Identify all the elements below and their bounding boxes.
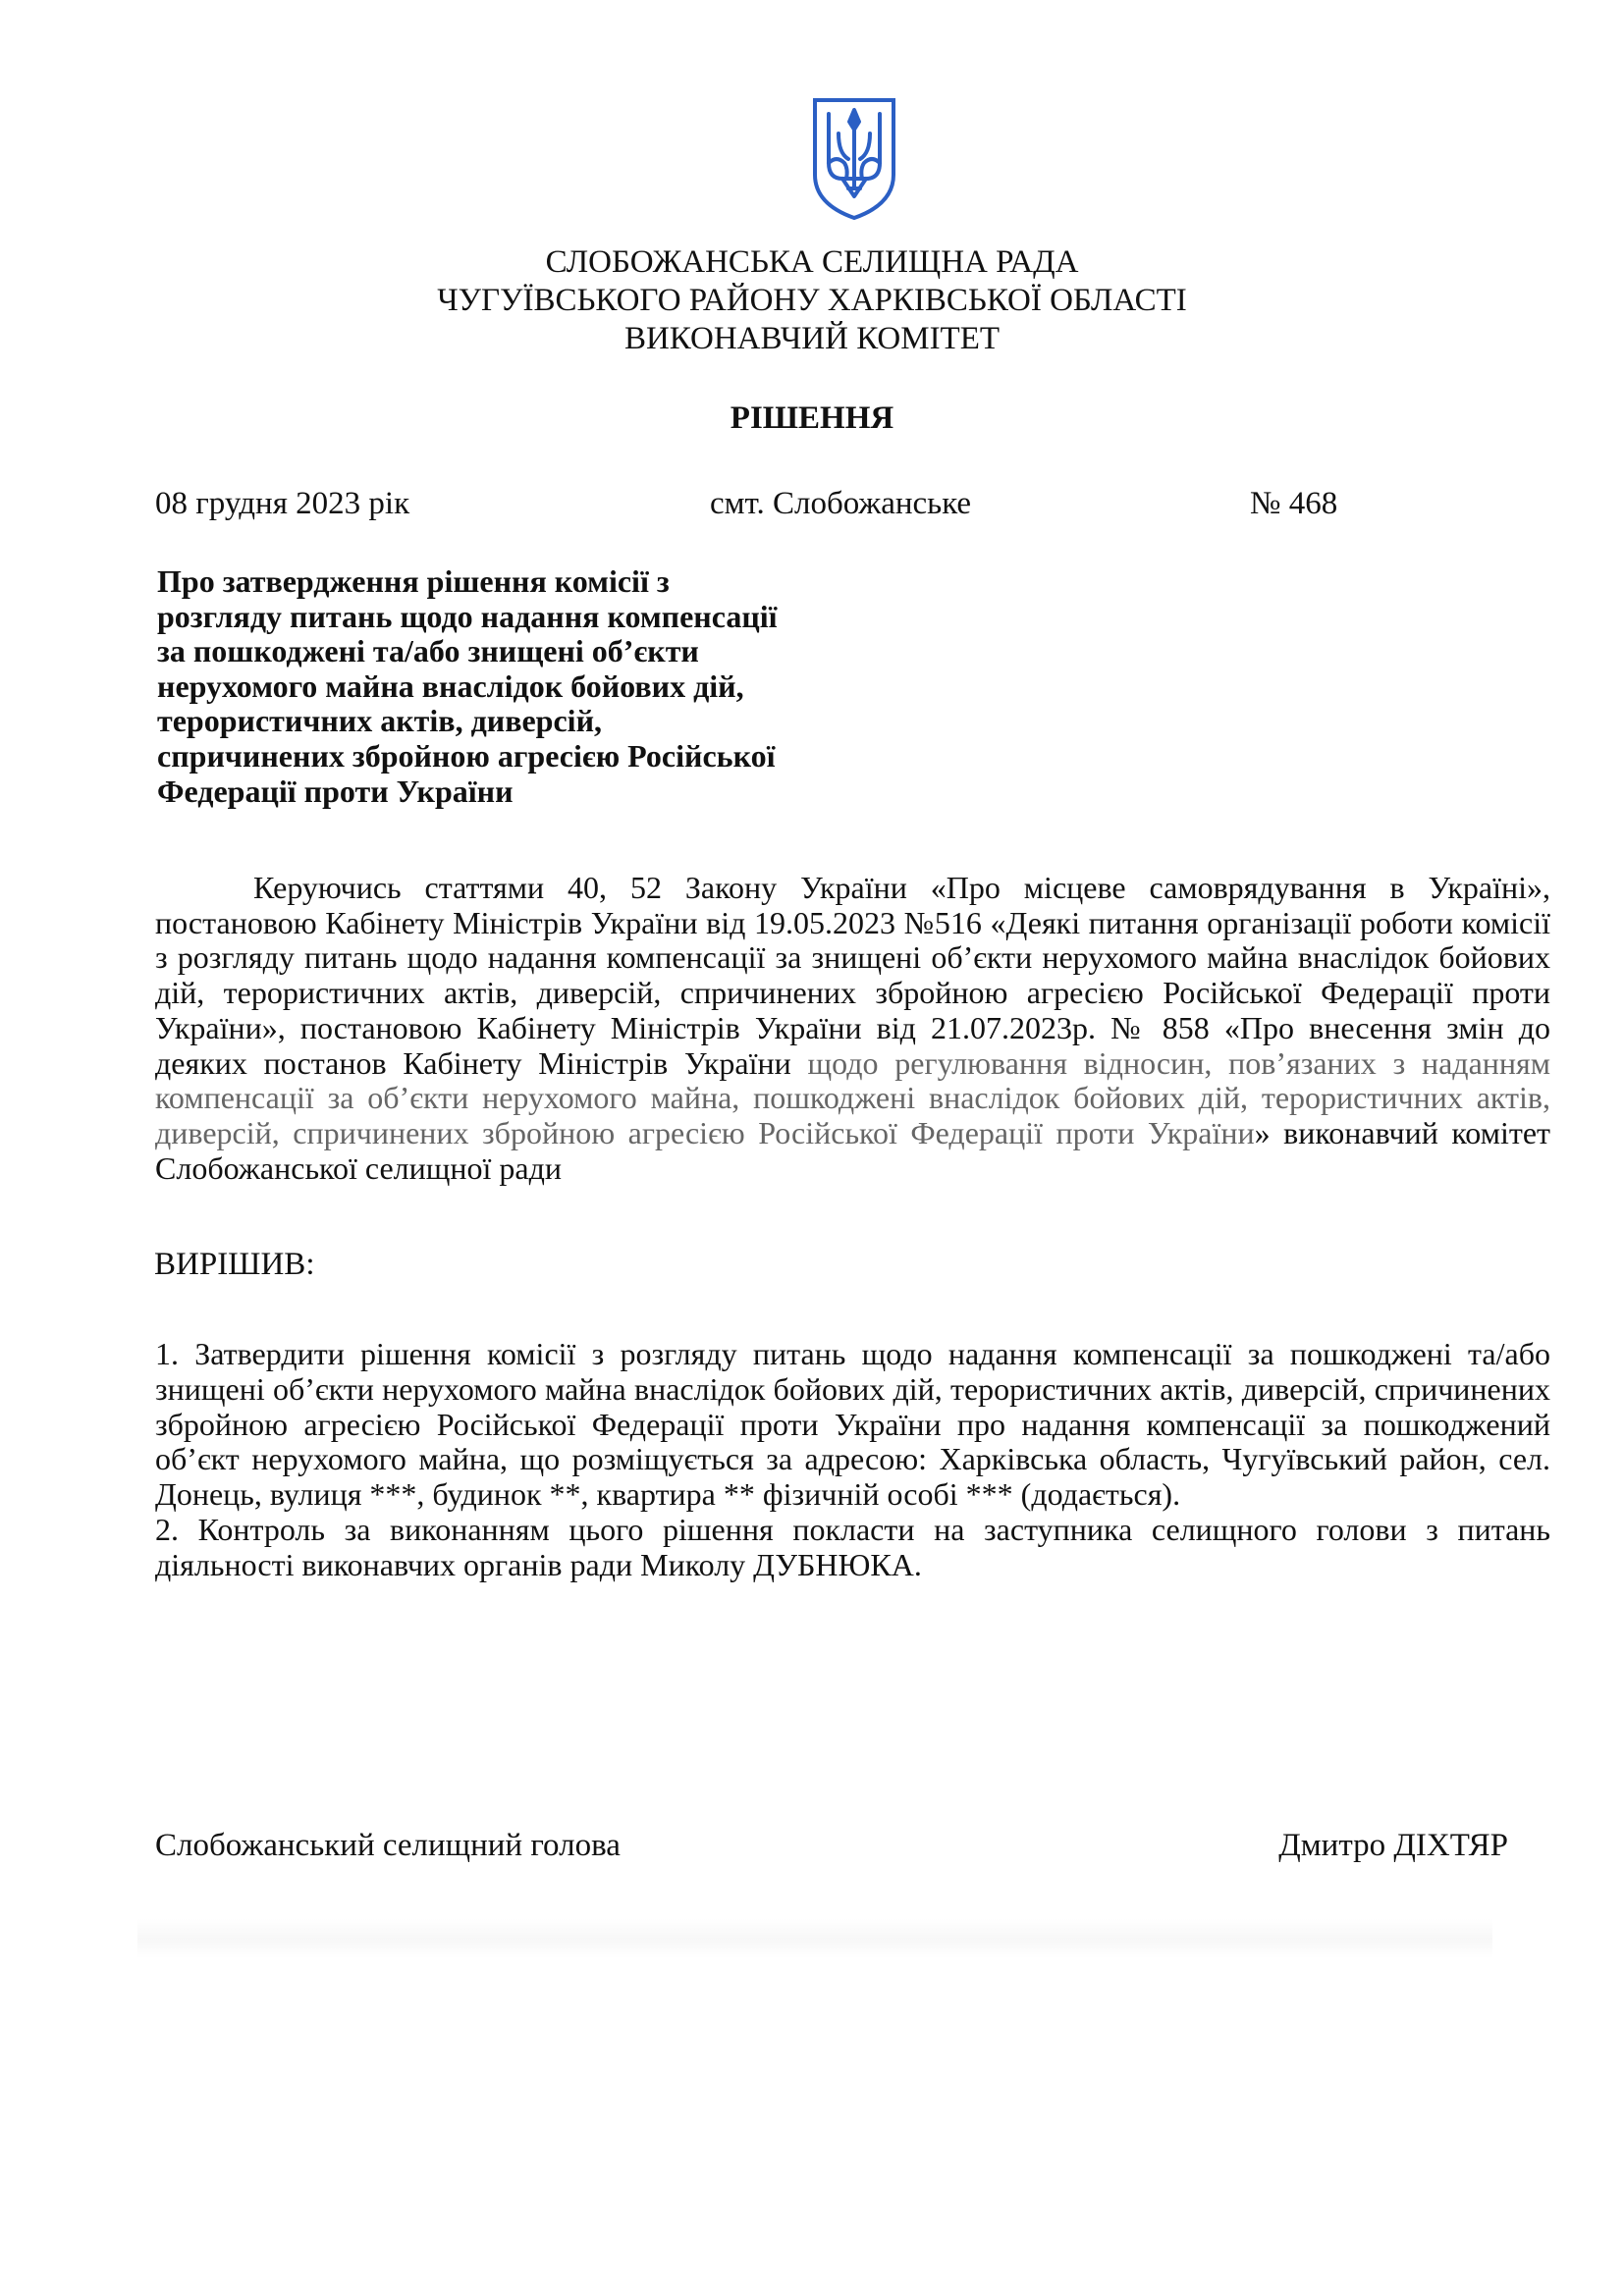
document-place: смт. Слобожанське [710,486,972,521]
decision-item: 2. Контроль за виконанням цього рішення покласти на заступника селищного голови з питань діяльності виконавчих органів ради Миколу ДУБНЮКА. [155,1511,1550,1582]
header-committee: ВИКОНАВЧИЙ КОМІТЕТ [623,321,1001,356]
organization-header [0,243,1624,358]
document-type-title: РІШЕННЯ [730,400,894,436]
scan-shading [137,1919,1492,1958]
subject-line: Про затвердження рішення комісії з [157,563,670,599]
preamble-text-end: » виконавчий комітет Слобожанської селищної ради [155,1114,1551,1186]
header-council: СЛОБОЖАНСЬКА СЕЛИЩНА РАДА [545,244,1079,280]
subject-line: розгляду питань щодо надання компенсації [157,598,778,634]
subject-line: спричинених збройною агресією Російської [157,737,776,774]
preamble-text: Керуючись статтями 40, 52 Закону України «Про місцеве самоврядування в Україні», постановою Кабінету Міністрів України від 19.05.2023 №516 «Деякі питання організації роботи комісії з розгляду питань щодо надання компенсації за знищені об’єкти нерухомого майна внаслідок бойових дій, терористичних актів, диверсій, спричинених збройною агресією Російської Федерації проти України», постановою Кабінету Міністрів України від 21.07.2023р. № 858 «Про внесення змін до деяких постанов Кабінету Міністрів України [155,870,1550,1081]
document-date: 08 грудня 2023 рік [155,486,410,521]
decision-item: 1. Затвердити рішення комісії з розгляду питань щодо надання компенсації за пошкоджені та/або знищені об’єкти нерухомого майна внаслідок бойових дій, терористичних актів, диверсій, спричинених збройною агресією Російської Федерації проти України про надання компенсації за пошкоджений об’єкт нерухомого майна, що розміщується за адресою: Харківська область, Чугуївський район, сел. Донець, вулиця ***, будинок **, квартира ** фізичній особі *** (додається). [155,1336,1550,1513]
ukraine-trident-emblem-icon [809,94,899,223]
decision-subject [157,564,844,809]
subject-line: нерухомого майна внаслідок бойових дій, [157,667,744,704]
subject-line: Федерації проти України [157,773,514,809]
signatory-name: Дмитро ДІХТЯР [1278,1828,1508,1863]
decision-items [155,1337,1550,1583]
decided-label: ВИРІШИВ: [154,1247,315,1282]
subject-line: за пошкоджені та/або знищені об’єкти [157,633,699,669]
document-number: № 468 [1250,486,1338,521]
preamble-paragraph [155,871,1550,1186]
signatory-role: Слобожанський селищний голова [155,1828,621,1863]
header-district: ЧУГУЇВСЬКОГО РАЙОНУ ХАРКІВСЬКОЇ ОБЛАСТІ [437,283,1187,318]
preamble-text-grey: щодо регулювання відносин, пов’язаних з наданням компенсації за об’єкти нерухомого майна, пошкоджені внаслідок бойових дій, терористичних актів, диверсій, спричинених збройною агресією Російської Федерації проти України [155,1044,1551,1150]
subject-line: терористичних актів, диверсій, [157,703,602,739]
